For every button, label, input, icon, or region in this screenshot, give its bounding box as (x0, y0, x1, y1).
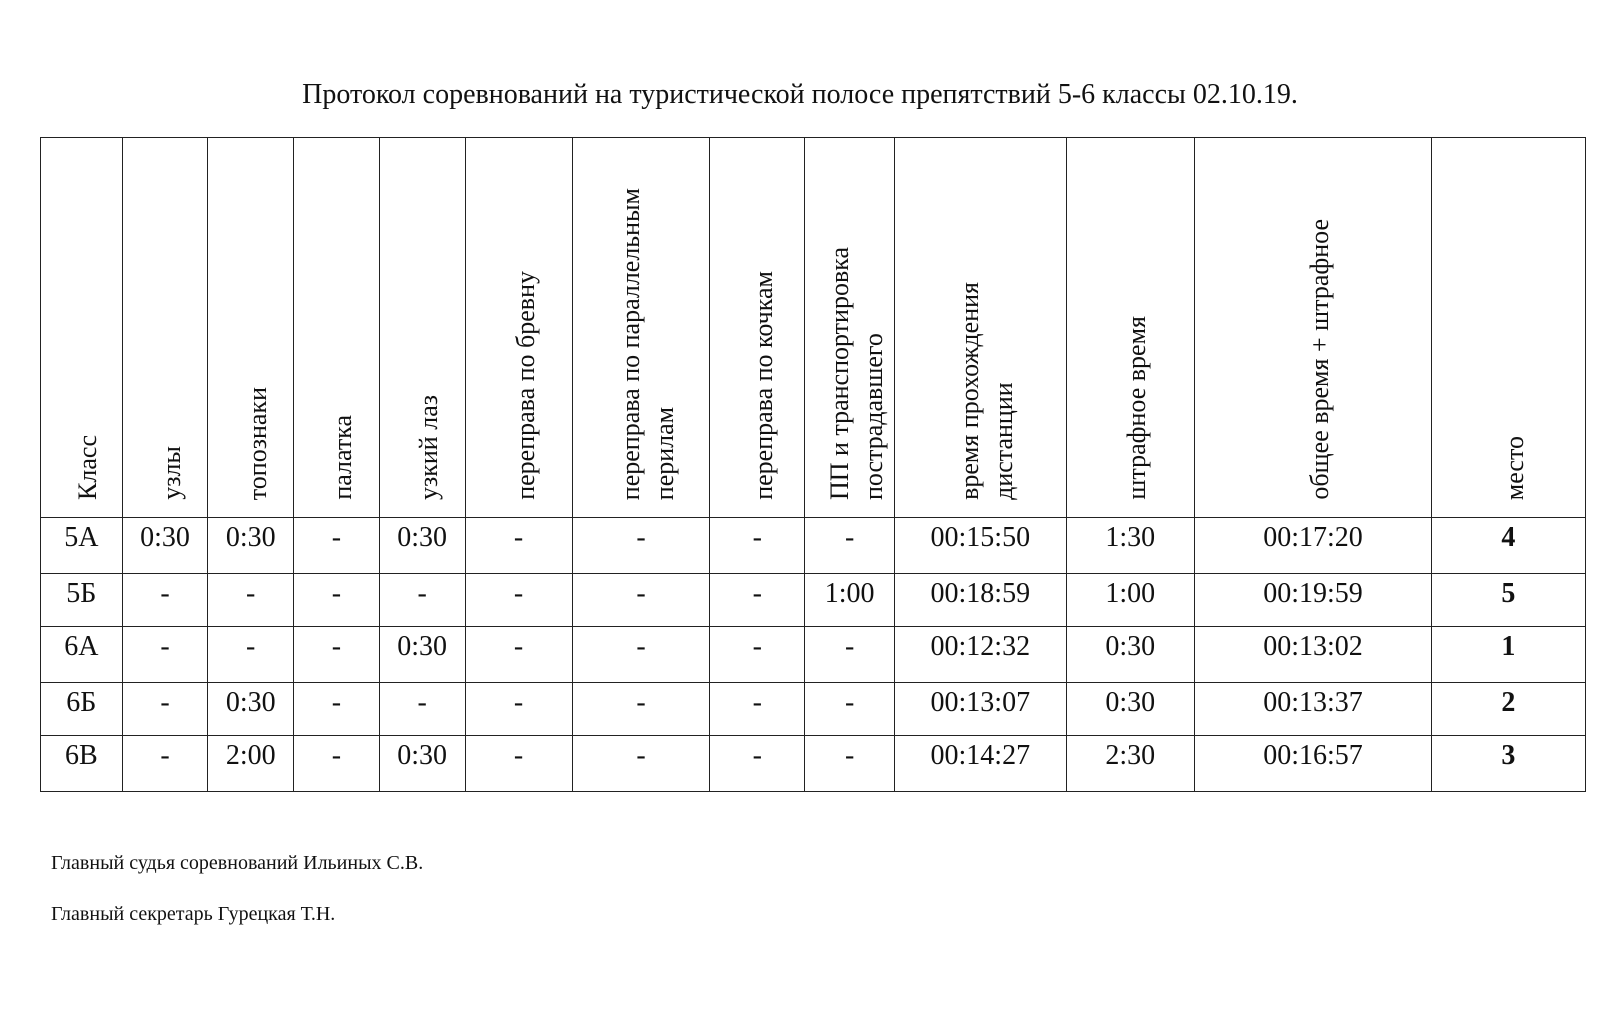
cell-place: 5 (1431, 574, 1585, 627)
cell-tent: - (294, 518, 380, 574)
cell-penalty-time: 1:30 (1066, 518, 1195, 574)
header-tent: палатка (294, 138, 380, 518)
cell-place: 1 (1431, 627, 1585, 683)
header-hummocks-crossing: переправа по кочкам (710, 138, 805, 518)
cell-place: 3 (1431, 736, 1585, 792)
table-row (41, 736, 1586, 792)
header-class: Класс (41, 138, 123, 518)
cell-log-crossing: - (465, 736, 572, 792)
cell-tent: - (294, 627, 380, 683)
cell-first-aid-transport: - (805, 518, 895, 574)
cell-penalty-time: 0:30 (1066, 627, 1195, 683)
cell-narrow-passage: 0:30 (379, 518, 465, 574)
cell-penalty-time: 1:00 (1066, 574, 1195, 627)
cell-knots: 0:30 (122, 518, 208, 574)
cell-parallel-rails-crossing: - (572, 683, 710, 736)
cell-log-crossing: - (465, 627, 572, 683)
cell-parallel-rails-crossing: - (572, 518, 710, 574)
header-topo-signs: топознаки (208, 138, 294, 518)
cell-first-aid-transport: - (805, 736, 895, 792)
header-narrow-passage: узкий лаз (379, 138, 465, 518)
cell-topo-signs: 2:00 (208, 736, 294, 792)
cell-hummocks-crossing: - (710, 574, 805, 627)
cell-total-time: 00:19:59 (1195, 574, 1432, 627)
cell-hummocks-crossing: - (710, 627, 805, 683)
cell-log-crossing: - (465, 683, 572, 736)
cell-class: 5Б (41, 574, 123, 627)
cell-log-crossing: - (465, 574, 572, 627)
cell-total-time: 00:16:57 (1195, 736, 1432, 792)
cell-class: 5А (41, 518, 123, 574)
header-place: место (1431, 138, 1585, 518)
cell-first-aid-transport: - (805, 683, 895, 736)
table-row (41, 627, 1586, 683)
cell-hummocks-crossing: - (710, 736, 805, 792)
cell-narrow-passage: 0:30 (379, 736, 465, 792)
header-distance-time: время прохождения дистанции (895, 138, 1066, 518)
cell-penalty-time: 0:30 (1066, 683, 1195, 736)
cell-topo-signs: 0:30 (208, 518, 294, 574)
cell-knots: - (122, 627, 208, 683)
cell-penalty-time: 2:30 (1066, 736, 1195, 792)
cell-parallel-rails-crossing: - (572, 736, 710, 792)
cell-narrow-passage: - (379, 574, 465, 627)
cell-class: 6А (41, 627, 123, 683)
cell-tent: - (294, 574, 380, 627)
cell-total-time: 00:17:20 (1195, 518, 1432, 574)
cell-place: 2 (1431, 683, 1585, 736)
cell-total-time: 00:13:37 (1195, 683, 1432, 736)
cell-topo-signs: - (208, 627, 294, 683)
cell-distance-time: 00:15:50 (895, 518, 1066, 574)
table-row (41, 683, 1586, 736)
header-log-crossing: переправа по бревну (465, 138, 572, 518)
cell-tent: - (294, 736, 380, 792)
header-row (41, 138, 1586, 518)
cell-tent: - (294, 683, 380, 736)
cell-knots: - (122, 574, 208, 627)
cell-first-aid-transport: - (805, 627, 895, 683)
cell-distance-time: 00:14:27 (895, 736, 1066, 792)
table-row (41, 574, 1586, 627)
results-table (40, 137, 1586, 792)
cell-class: 6Б (41, 683, 123, 736)
header-knots: узлы (122, 138, 208, 518)
cell-topo-signs: - (208, 574, 294, 627)
table-row (41, 518, 1586, 574)
document-title: Протокол соревнований на туристической полосе препятствий 5-6 классы 02.10.19. (302, 79, 1298, 110)
header-penalty-time: штрафное время (1066, 138, 1195, 518)
cell-first-aid-transport: 1:00 (805, 574, 895, 627)
chief-secretary-line: Главный секретарь Гурецкая Т.Н. (51, 903, 336, 925)
header-parallel-rails-crossing: переправа по параллельным перилам (572, 138, 710, 518)
cell-knots: - (122, 683, 208, 736)
chief-judge-line: Главный судья соревнований Ильиных С.В. (51, 852, 424, 874)
cell-log-crossing: - (465, 518, 572, 574)
cell-hummocks-crossing: - (710, 683, 805, 736)
cell-place: 4 (1431, 518, 1585, 574)
cell-class: 6В (41, 736, 123, 792)
cell-parallel-rails-crossing: - (572, 627, 710, 683)
cell-narrow-passage: - (379, 683, 465, 736)
cell-parallel-rails-crossing: - (572, 574, 710, 627)
cell-topo-signs: 0:30 (208, 683, 294, 736)
cell-knots: - (122, 736, 208, 792)
cell-total-time: 00:13:02 (1195, 627, 1432, 683)
cell-narrow-passage: 0:30 (379, 627, 465, 683)
cell-hummocks-crossing: - (710, 518, 805, 574)
cell-distance-time: 00:18:59 (895, 574, 1066, 627)
cell-distance-time: 00:12:32 (895, 627, 1066, 683)
header-first-aid-transport: ПП и транспортировка пострадавшего (805, 138, 895, 518)
header-total-time: общее время + штрафное (1195, 138, 1432, 518)
cell-distance-time: 00:13:07 (895, 683, 1066, 736)
